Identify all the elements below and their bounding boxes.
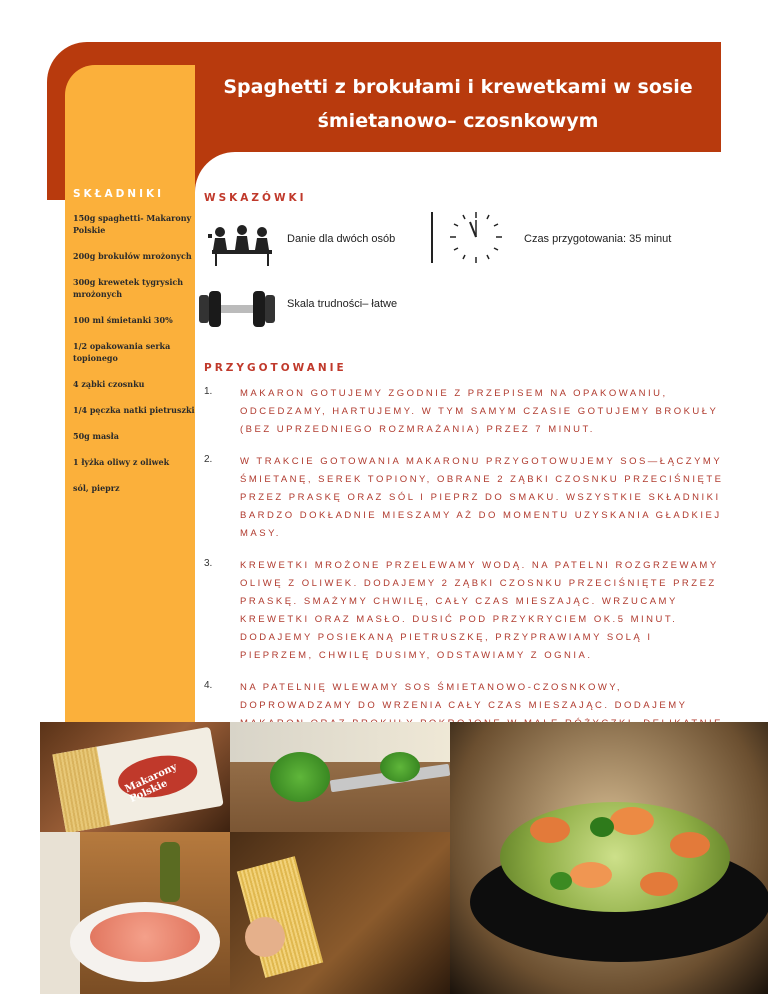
ingredient-item: 300g krewetek tygrysich mrożonych: [73, 277, 184, 299]
step-number: 3.: [204, 558, 213, 569]
preparation-heading: PRZYGOTOWANIE: [204, 362, 347, 374]
ingredient-item: 150g spaghetti- Makarony Polskie: [73, 213, 192, 235]
pasta-hand-photo: [230, 832, 450, 994]
step-number: 4.: [204, 680, 213, 691]
directions-heading: WSKAZÓWKI: [204, 192, 307, 204]
pasta-package-photo: [40, 722, 230, 832]
step-item: [204, 453, 724, 543]
ingredient-item: 200g brokułów mrożonych: [73, 251, 192, 261]
step-item: [204, 385, 724, 439]
final-dish-photo: [450, 722, 768, 994]
pasta-brand-label: Makarony Polskie: [123, 761, 179, 806]
broccoli-photo: [230, 722, 450, 832]
step-number: 1.: [204, 386, 213, 397]
clock-icon: [430, 210, 505, 265]
step-item: [204, 557, 724, 665]
ingredient-item: 50g masła: [73, 431, 119, 441]
title-line-1: Spaghetti z brokułami i krewetkami w sosie: [223, 76, 693, 98]
ingredient-list: [73, 212, 195, 508]
servings-text: Danie dla dwóch osób: [287, 233, 396, 245]
recipe-title: [195, 70, 721, 138]
photo-collage: [40, 722, 768, 994]
ingredient-item: 100 ml śmietanki 30%: [73, 315, 173, 325]
ingredient-item: 1/4 pęczka natki pietruszki: [73, 405, 195, 415]
difficulty-text: Skala trudności– łatwe: [287, 298, 398, 310]
step-text: MAKARON GOTUJEMY ZGODNIE Z PRZEPISEM NA OPAKOWANIU, ODCEDZAMY, HARTUJEMY. W TYM SAMYM CZASIE GOTUJEMY BROKUŁY (BEZ UPRZEDNIEGO ROZMRAŻANIA) PRZEZ 7 MINUT.: [240, 388, 719, 435]
title-line-2: śmietanowo– czosnkowym: [317, 110, 599, 132]
dinner-people-icon: [204, 220, 279, 268]
step-text: NA PATELNIĘ WLEWAMY SOS ŚMIETANOWO-CZOSNKOWY, DOPROWADZAMY DO WRZENIA CAŁY CZAS MIESZAJĄC. DODAJEMY: [240, 682, 688, 711]
ingredient-item: sól, pieprz: [73, 483, 120, 493]
dumbbell-icon: [197, 285, 277, 333]
ingredient-item: 1/2 opakowania serka topionego: [73, 341, 171, 363]
step-number: 2.: [204, 454, 213, 465]
shrimp-bowl-photo: [40, 832, 230, 994]
step-text: KREWETKI MROŻONE PRZELEWAMY WODĄ. NA PATELNI ROZGRZEWAMY OLIWĘ Z OLIWEK. DODAJEMY 2 ZĄBKI CZOSNKU PRZECIŚNIĘTE PRZEZ PRASKĘ. SMAŻYMY CHWILĘ, CAŁY CZAS MIESZAJĄC. WRZUCAMY KREWETKI ORAZ MASŁO. DUSIĆ POD PRZYKRYCIEM OK.5 MINUT. DODAJEMY POSIEKANĄ PIETRUSZKĘ, PRZYPRAWIAMY SOLĄ I PIEPRZEM, CHWILĘ DUSIMY, ODSTAWIAMY Z OGNIA.: [240, 560, 719, 661]
prep-time-text: Czas przygotowania: 35 minut: [524, 233, 672, 245]
ingredient-item: 1 łyżka oliwy z oliwek: [73, 457, 170, 467]
ingredients-heading: SKŁADNIKI: [73, 188, 165, 200]
ingredient-item: 4 ząbki czosnku: [73, 379, 145, 389]
step-text: W TRAKCIE GOTOWANIA MAKARONU PRZYGOTOWUJEMY SOS—ŁĄCZYMY ŚMIETANĘ, SEREK TOPIONY, OBRANE 2 ZĄBKI CZOSNKU PRZECIŚNIĘTE PRZEZ PRASKĘ ORAZ SÓL I PIEPRZ DO SMAKU. WSZYSTKIE SKŁADNIKI BARDZO DOKŁADNIE MIESZAMY AŻ DO MOMENTU UZYSKANIA GŁADKIEJ MASY.: [240, 456, 724, 539]
